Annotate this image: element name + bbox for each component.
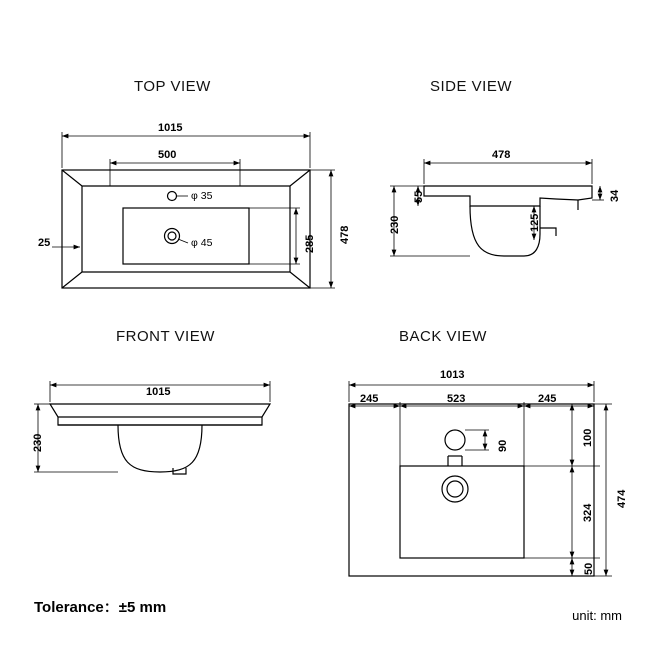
dim-back-center: 523 (447, 393, 466, 405)
dim-top-hole-large: φ 45 (191, 237, 213, 249)
dim-back-bottom-offset: 50 (583, 562, 595, 575)
dim-back-right-margin: 245 (538, 393, 557, 405)
dim-top-basin-width: 500 (158, 149, 177, 161)
dim-back-height: 474 (616, 489, 628, 508)
back-view-dimensions (349, 381, 612, 576)
dim-side-length: 478 (492, 149, 511, 161)
dim-top-depth: 478 (339, 225, 351, 244)
side-view-dimensions (390, 159, 604, 256)
dim-side-lip: 34 (609, 189, 621, 202)
dim-front-width: 1015 (146, 386, 171, 398)
view-title-side: SIDE VIEW (430, 78, 513, 95)
view-title-top: TOP VIEW (134, 78, 211, 95)
dim-top-rim: 25 (38, 237, 51, 249)
view-title-front: FRONT VIEW (116, 328, 215, 345)
dim-back-panel-height: 324 (582, 503, 594, 522)
view-title-back: BACK VIEW (399, 328, 487, 345)
top-view-object (62, 170, 310, 288)
dim-side-basin-depth: 125 (529, 213, 541, 232)
top-view-dimensions (52, 132, 335, 288)
side-view-object (424, 186, 592, 256)
front-view-object (50, 404, 270, 474)
dim-back-hole: 90 (497, 439, 509, 452)
dim-back-top-offset: 100 (582, 428, 594, 447)
dim-back-left-margin: 245 (360, 393, 379, 405)
dim-side-height: 230 (389, 215, 401, 234)
dim-back-width: 1013 (440, 369, 465, 381)
unit-note: unit: mm (572, 608, 622, 623)
dim-top-hole-small: φ 35 (191, 190, 213, 202)
tolerance-note: Tolerance：±5 mm (34, 599, 167, 616)
dim-top-basin-depth: 285 (304, 234, 316, 253)
dim-front-height: 230 (32, 433, 44, 452)
dim-top-width: 1015 (158, 122, 183, 134)
dim-side-rim-height: 55 (413, 190, 425, 203)
